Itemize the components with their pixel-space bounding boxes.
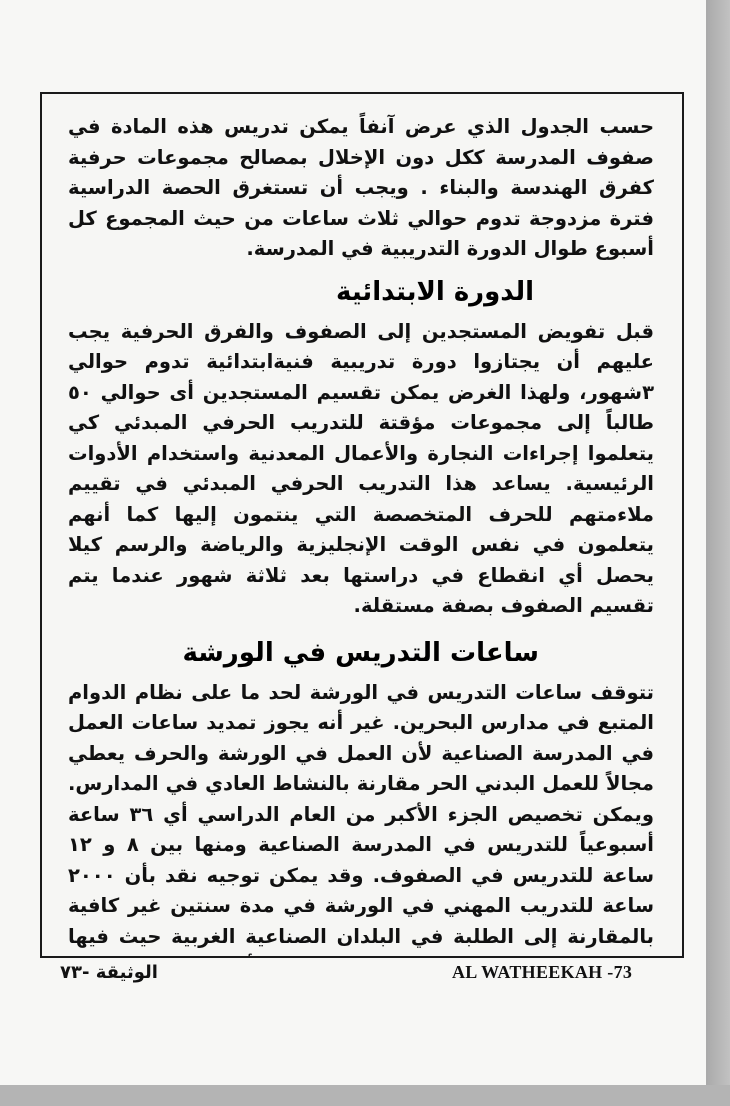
footer-arabic-page-label: الوثيقة -٧٣ xyxy=(60,962,158,983)
section-heading-workshop-hours: ساعات التدريس في الورشة xyxy=(182,637,539,668)
section-heading-primary-course: الدورة الابتدائية xyxy=(336,276,534,307)
page-bottom-shadow xyxy=(0,1085,730,1106)
workshop-hours-paragraph: تتوقف ساعات التدريس في الورشة لحد ما على نظام الدوام المتبع في مدارس البحرين. غير أنه يجوز تمديد ساعات العمل في المدرسة الصناعية لأن العمل في الورشة والحرف يعطي مجالاً للعمل البدني الحر مقارنة بالنشاط العادي في المدارس. ويمكن تخصيص الجزء الأكبر من العام الدراسي أي ٣٦ ساعة أسبوعياً للتدريس في المدرسة الصناعية ومنها بين ٨ و ١٢ ساعة للتدريس في الصفوف. وقد يمكن توجيه نقد بأن ٢٠٠٠ ساعة للتدريب المهني في الورشة في مدة سنتين غير كافية بالمقارنة إلى الطلبة في البلدان الصناعية الغربية حيث فيها xyxy=(68,680,654,948)
text-frame xyxy=(40,92,684,958)
footer-english-page-label: AL WATHEEKAH -73 xyxy=(452,962,633,982)
primary-course-paragraph: قبل تفويض المستجدين إلى الصفوف والفرق الحرفية يجب عليهم أن يجتازوا دورة تدريبية فنيةابتدائية تدوم حوالي ٣شهور، ولهذا الغرض يمكن تقسيم المستجدين أى حوالي ٥٠ طالباً إلى مجموعات مؤقتة للتدريب الحرفي المبدئي كي يتعلموا إجراءات النجارة والأعمال المعدنية واستخدام الأدوات الرئيسية. يساعد هذا التدريب الحرفي المبدئي في تقييم ملاءمتهم للحرف المتخصصة التي ينتمون إليها كما أنهم يتعلمون في نفس الوقت الإنجليزية والرياضة والرسم كيلا يحصل أي انقطاع في دراستها بعد ثلاثة شهور عندما يتم تقسيم الصفوف بصفة مستقلة. xyxy=(68,319,654,617)
page-edge-shadow xyxy=(706,0,730,1106)
intro-paragraph: حسب الجدول الذي عرض آنفاً يمكن تدريس هذه المادة في صفوف المدرسة ككل دون الإخلال بمصالح مجموعات حرفية كفرق الهندسة والبناء . ويجب أن تستغرق الحصة الدراسية فترة مزدوجة تدوم حوالي ثلاث ساعات من حيث المجموع كل أسبوع طوال الدورة التدريبية في المدرسة. xyxy=(68,115,654,260)
